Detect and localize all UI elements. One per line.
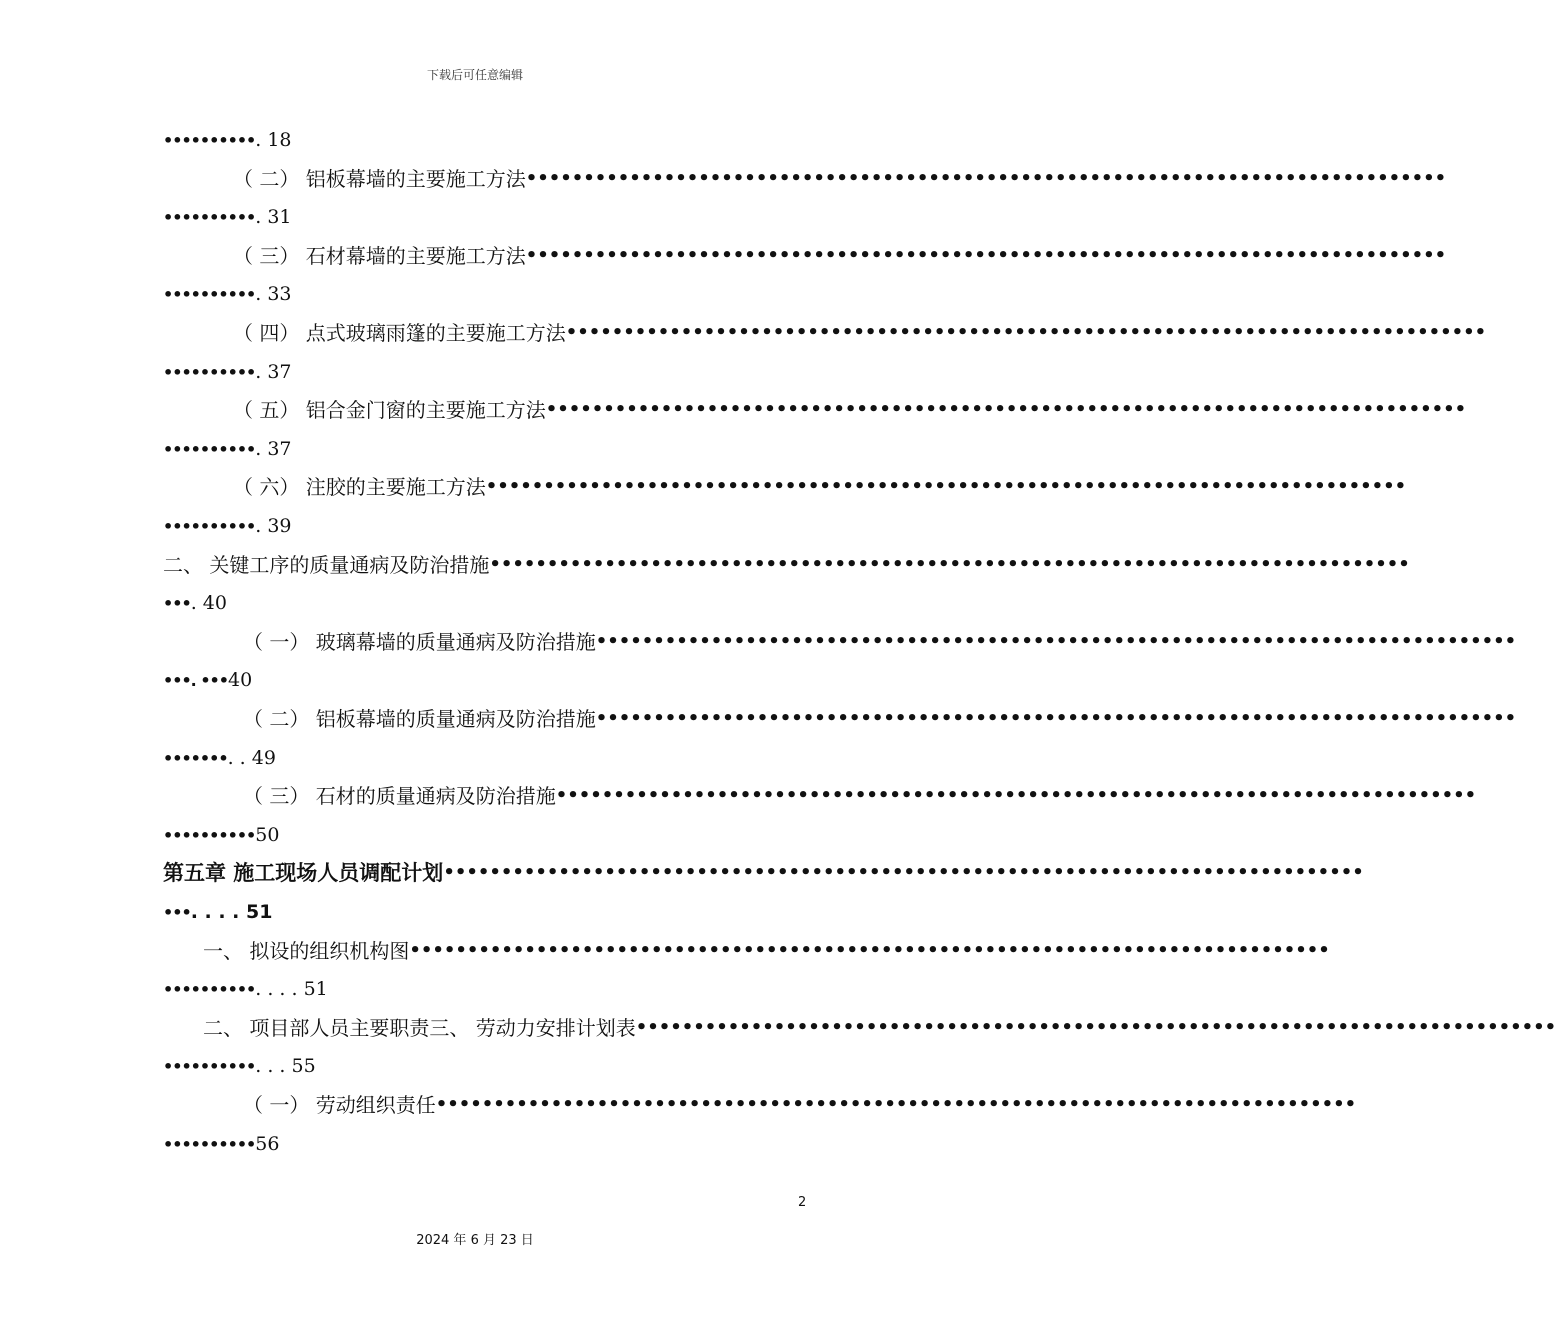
- toc-page-ref: [163, 1048, 808, 1084]
- toc-page-number: . . . . 51: [255, 978, 328, 1001]
- toc-page-ref: [163, 740, 808, 776]
- toc-page-ref: [163, 817, 808, 853]
- leader-dots: ••••••••••••••••••••••••••••••••••••••••••••••••••••••••••••••••••••••••••••••••: [525, 167, 1447, 189]
- toc-page-number: . . 49: [227, 746, 276, 769]
- toc-entry-text: （ 六） 注胶的主要施工方法: [233, 475, 486, 500]
- toc-entry: [163, 392, 1467, 428]
- toc-entry: [163, 315, 1487, 351]
- leader-dots: ••••••••••: [163, 1057, 256, 1077]
- toc-page-ref: [163, 894, 808, 930]
- toc-page-ref: [163, 431, 808, 467]
- leader-dots: ••••••••••••••••••••••••••••••••••••••••••••••••••••••••••••••••••••••••••••••••: [595, 630, 1517, 652]
- leader-dots: ••••••••••••••••••••••••••••••••••••••••••••••••••••••••••••••••••••••••••••••••: [443, 862, 1364, 884]
- leader-dots: ••••••••••••••••••••••••••••••••••••••••••••••••••••••••••••••••••••••••••••••••: [595, 708, 1517, 729]
- toc-entry: [163, 1010, 1556, 1046]
- toc-page-number: . 31: [255, 206, 292, 229]
- leader-dots: ••••••••••: [163, 825, 256, 845]
- toc-page-ref: [163, 662, 808, 698]
- toc-entry: [163, 624, 1517, 660]
- toc-entry-text: （ 二） 铝板幕墙的主要施工方法: [233, 166, 526, 191]
- toc-entry-text: （ 一） 玻璃幕墙的质量通病及防治措施: [243, 629, 596, 654]
- toc-page-ref: [163, 276, 808, 312]
- toc-page-number: . 40: [190, 592, 227, 615]
- leader-dots: •••••••: [163, 748, 228, 768]
- toc-entry: [163, 1087, 1357, 1123]
- leader-dots: ••••••••••: [163, 1134, 256, 1154]
- toc-page-ref: [163, 508, 808, 544]
- toc-page-number: . 33: [255, 283, 292, 306]
- page-number: 2: [798, 1195, 807, 1210]
- toc-entry-text: 一、 拟设的组织机构图: [203, 938, 410, 963]
- leader-dots: ••••••••••••••••••••••••••••••••••••••••••••••••••••••••••••••••••••••••••••••••: [565, 322, 1487, 343]
- leader-dots: •••: [163, 594, 191, 614]
- toc-entry-text: （ 二） 铝板幕墙的质量通病及防治措施: [243, 707, 596, 731]
- toc-page-number: . 37: [255, 437, 292, 460]
- toc-page-number: . 39: [255, 515, 292, 537]
- toc-page-number: 50: [255, 823, 280, 846]
- leader-dots: ••••••••••: [163, 439, 256, 459]
- page-footer-date: 2024 年 6 月 23 日: [416, 1233, 534, 1248]
- leader-dots: ••••••••••••••••••••••••••••••••••••••••••••••••••••••••••••••••••••••••••••••••: [635, 1016, 1556, 1038]
- leader-dots: ••••••••••••••••••••••••••••••••••••••••••••••••••••••••••••••••••••••••••••••••: [555, 785, 1477, 807]
- toc-page-ref: [163, 122, 808, 158]
- leader-dots: ••••••••••: [163, 517, 256, 536]
- toc-entry: [163, 547, 1410, 583]
- toc-page-ref: [163, 971, 808, 1007]
- toc-page-ref: [163, 199, 808, 235]
- toc-entry-text: 二、 项目部人员主要职责三、 劳动力安排计划表: [203, 1015, 636, 1040]
- leader-dots: ••••••••••••••••••••••••••••••••••••••••••••••••••••••••••••••••••••••••••••••••: [485, 476, 1407, 498]
- toc-page-number: . . . . 51: [190, 901, 273, 923]
- toc-chapter-title: [163, 855, 1364, 891]
- toc-page-number: 40: [228, 669, 253, 692]
- leader-dots: ••••••••••: [163, 285, 256, 305]
- leader-dots: ••••••••••: [163, 362, 256, 382]
- toc-entry: [163, 778, 1477, 814]
- toc-entry: [163, 238, 1447, 274]
- toc-entry-text: 二、 关键工序的质量通病及防治措施: [163, 552, 490, 577]
- leader-dots: ••••••••••••••••••••••••••••••••••••••••••••••••••••••••••••••••••••••••••••••••: [435, 1094, 1357, 1115]
- leader-dots: •••. •••: [163, 671, 229, 691]
- toc-page-number: . 18: [255, 129, 292, 151]
- leader-dots: ••••••••••••••••••••••••••••••••••••••••••••••••••••••••••••••••••••••••••••••••: [489, 553, 1410, 575]
- leader-dots: ••••••••••••••••••••••••••••••••••••••••••••••••••••••••••••••••••••••••••••••••: [525, 244, 1447, 266]
- toc-page-number: 56: [255, 1132, 280, 1155]
- leader-dots: ••••••••••••••••••••••••••••••••••••••••••••••••••••••••••••••••••••••••••••••••: [409, 939, 1330, 961]
- leader-dots: ••••••••••••••••••••••••••••••••••••••••••••••••••••••••••••••••••••••••••••••••: [545, 399, 1467, 421]
- toc-entry-text: （ 四） 点式玻璃雨篷的主要施工方法: [233, 321, 566, 345]
- leader-dots: ••••••••••: [163, 980, 256, 1000]
- toc-entry-text: （ 一） 劳动组织责任: [243, 1093, 436, 1117]
- toc-entry-text: （ 三） 石材幕墙的主要施工方法: [233, 243, 526, 268]
- toc-page-ref: [163, 354, 808, 390]
- toc-entry-text: （ 三） 石材的质量通病及防治措施: [243, 784, 556, 809]
- toc-entry: [163, 161, 1447, 197]
- toc-page-ref: [163, 585, 808, 621]
- toc-page-number: . . . 55: [255, 1055, 316, 1078]
- leader-dots: •••: [163, 903, 191, 922]
- toc-entry-text: 第五章 施工现场人员调配计划: [163, 861, 444, 886]
- toc-page-ref: [163, 1126, 808, 1162]
- page-header: 下载后可任意编辑: [426, 68, 523, 82]
- toc-entry: [163, 701, 1517, 737]
- toc-entry: [163, 469, 1407, 505]
- toc-entry: [163, 933, 1330, 969]
- toc-entry-text: （ 五） 铝合金门窗的主要施工方法: [233, 398, 546, 423]
- toc-page-number: . 37: [255, 360, 292, 383]
- leader-dots: ••••••••••: [163, 208, 256, 228]
- leader-dots: ••••••••••: [163, 131, 256, 150]
